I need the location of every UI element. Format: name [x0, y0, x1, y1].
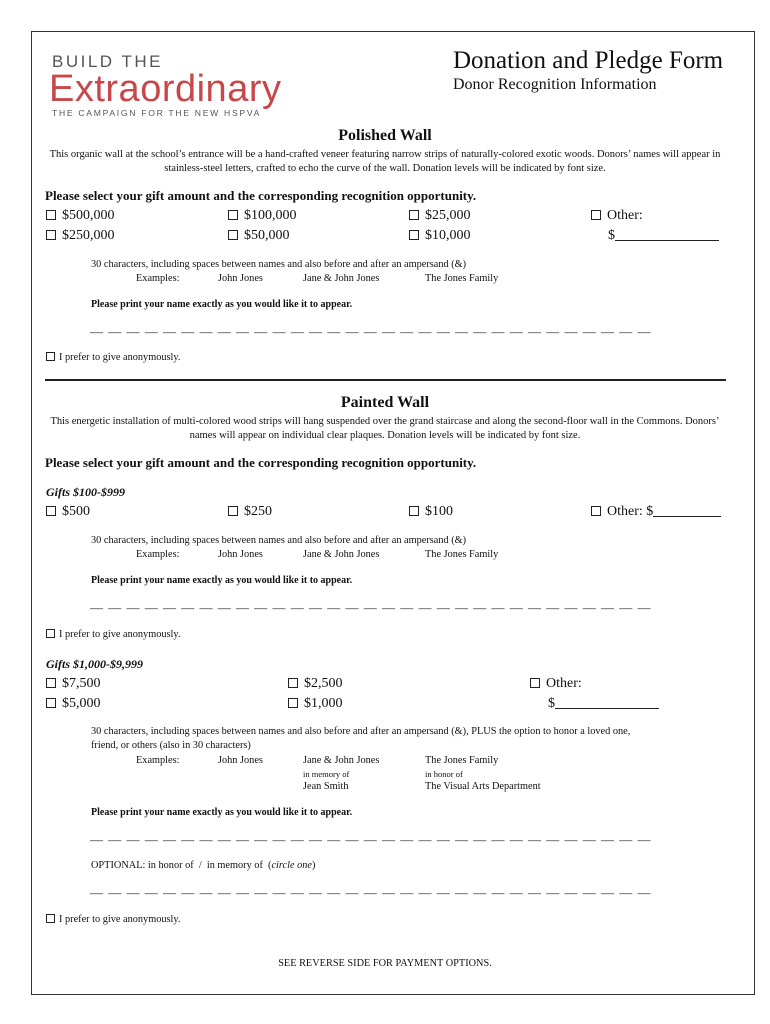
- circle-one-text: circle one: [271, 860, 312, 871]
- anonymous-label: I prefer to give anonymously.: [59, 629, 181, 640]
- checkbox[interactable]: [409, 506, 419, 516]
- option-label: Other:: [546, 676, 582, 691]
- char-note: 30 characters, including spaces between names and also before and after an ampersand (&): [91, 259, 467, 270]
- option-label: $7,500: [62, 676, 101, 691]
- anonymous-label: I prefer to give anonymously.: [59, 914, 181, 925]
- footer-note: SEE REVERSE SIDE FOR PAYMENT OPTIONS.: [278, 958, 492, 969]
- anonymous-option[interactable]: [46, 352, 180, 363]
- logo-extraordinary: Extraordinary: [49, 68, 282, 110]
- option-label: $2,500: [304, 676, 343, 691]
- option-2500[interactable]: [288, 676, 343, 692]
- option-250[interactable]: [228, 504, 272, 520]
- name-entry-line[interactable]: — — — — — — — — — — — — — — — — — — — — — — — — — — — — — — —: [90, 600, 652, 615]
- option-other-tier1[interactable]: [591, 504, 721, 520]
- option-label: $250,000: [62, 228, 115, 243]
- print-note: Please print your name exactly as you would like it to appear.: [91, 807, 353, 818]
- option-label: $250: [244, 504, 272, 519]
- in-memory-of-note: in memory of: [303, 769, 350, 779]
- checkbox[interactable]: [46, 506, 56, 516]
- print-note: Please print your name exactly as you would like it to appear.: [91, 299, 353, 310]
- painted-prompt: Please select your gift amount and the corresponding recognition opportunity.: [45, 455, 477, 470]
- char-note: 30 characters, including spaces between names and also before and after an ampersand (&): [91, 535, 467, 546]
- example-1: John Jones: [218, 755, 263, 766]
- checkbox[interactable]: [228, 506, 238, 516]
- print-note: Please print your name exactly as you would like it to appear.: [91, 575, 353, 586]
- option-10000[interactable]: [409, 228, 471, 244]
- option-label: $100,000: [244, 208, 297, 223]
- example-1: John Jones: [218, 273, 263, 284]
- char-note-line2: friend, or others (also in 30 characters): [91, 740, 251, 751]
- painted-wall-description: This energetic installation of multi-colored wood strips will hang suspended over the grand staircase and along the second-floor wall in the Commons. Donors’ names will appear on individual clear plaques. Donation levels will be indicated by font size.: [50, 416, 720, 441]
- option-label: $10,000: [425, 228, 471, 243]
- form-title: Donation and Pledge Form: [453, 47, 724, 74]
- option-500000[interactable]: [46, 208, 115, 224]
- memory-example-name: Jean Smith: [303, 781, 349, 792]
- option-50000[interactable]: [228, 228, 290, 244]
- examples-label: Examples:: [136, 755, 180, 766]
- example-3: The Jones Family: [425, 549, 499, 560]
- in-honor-of-note: in honor of: [425, 769, 463, 779]
- checkbox[interactable]: [591, 210, 601, 220]
- other-amount-line[interactable]: [615, 228, 719, 241]
- checkbox[interactable]: [228, 230, 238, 240]
- checkbox[interactable]: [46, 678, 56, 688]
- name-entry-line[interactable]: — — — — — — — — — — — — — — — — — — — — — — — — — — — — — — —: [90, 324, 652, 339]
- other-amount-line[interactable]: [555, 696, 659, 709]
- example-1: John Jones: [218, 549, 263, 560]
- examples-label: Examples:: [136, 549, 180, 560]
- option-other-tier2[interactable]: [530, 676, 582, 692]
- section-divider: [45, 379, 726, 381]
- example-3: The Jones Family: [425, 755, 499, 766]
- optional-prefix: OPTIONAL: in honor of / in memory of (: [91, 860, 272, 871]
- option-5000[interactable]: [46, 696, 101, 712]
- checkbox[interactable]: [46, 230, 56, 240]
- checkbox[interactable]: [409, 230, 419, 240]
- dollar-sign: $: [608, 228, 615, 243]
- honor-entry-line[interactable]: — — — — — — — — — — — — — — — — — — — — — — — — — — — — — — —: [90, 885, 652, 900]
- anonymous-option[interactable]: [46, 914, 180, 925]
- option-label: Other: $: [607, 504, 654, 519]
- honor-example-name: The Visual Arts Department: [425, 781, 541, 792]
- checkbox[interactable]: [46, 698, 56, 708]
- checkbox[interactable]: [46, 629, 55, 638]
- checkbox[interactable]: [409, 210, 419, 220]
- tier1-label: Gifts $100-$999: [46, 485, 125, 499]
- option-label: $1,000: [304, 696, 343, 711]
- checkbox[interactable]: [46, 352, 55, 361]
- option-1000[interactable]: [288, 696, 343, 712]
- examples-label: Examples:: [136, 273, 180, 284]
- anonymous-label: I prefer to give anonymously.: [59, 352, 181, 363]
- option-label: $25,000: [425, 208, 471, 223]
- example-2: Jane & John Jones: [303, 273, 380, 284]
- other-amount-field[interactable]: [548, 696, 659, 712]
- option-7500[interactable]: [46, 676, 101, 692]
- polished-wall-description: This organic wall at the school’s entrance will be a hand-crafted veneer featuring narrow strips of naturally-colored exotic woods. Donors’ names will appear in stainless-steel letters, crafted to echo the curve of the wall. Donation levels will be indicated by font size.: [49, 149, 721, 174]
- checkbox[interactable]: [46, 210, 56, 220]
- other-amount-line[interactable]: [653, 504, 721, 517]
- option-label: $50,000: [244, 228, 290, 243]
- checkbox[interactable]: [591, 506, 601, 516]
- example-3: The Jones Family: [425, 273, 499, 284]
- option-25000[interactable]: [409, 208, 471, 224]
- optional-suffix: ): [311, 860, 316, 871]
- logo-tagline: THE CAMPAIGN FOR THE NEW HSPVA: [52, 108, 262, 118]
- option-100000[interactable]: [228, 208, 297, 224]
- anonymous-option[interactable]: [46, 629, 180, 640]
- option-250000[interactable]: [46, 228, 115, 244]
- polished-prompt: Please select your gift amount and the corresponding recognition opportunity.: [45, 188, 477, 203]
- other-amount-field[interactable]: [608, 228, 719, 244]
- checkbox[interactable]: [46, 914, 55, 923]
- dollar-sign: $: [548, 696, 555, 711]
- polished-wall-heading: Polished Wall: [338, 127, 432, 144]
- example-2: Jane & John Jones: [303, 549, 380, 560]
- logo-build-the: BUILD THE: [52, 52, 163, 71]
- option-label: Other:: [607, 208, 643, 223]
- checkbox[interactable]: [228, 210, 238, 220]
- option-label: $500: [62, 504, 90, 519]
- option-label: $100: [425, 504, 453, 519]
- option-100[interactable]: [409, 504, 453, 520]
- option-label: $5,000: [62, 696, 101, 711]
- painted-wall-heading: Painted Wall: [340, 394, 430, 411]
- name-entry-line[interactable]: — — — — — — — — — — — — — — — — — — — — — — — — — — — — — — —: [90, 832, 652, 847]
- checkbox[interactable]: [530, 678, 540, 688]
- char-note-line1: 30 characters, including spaces between names and also before and after an ampersand (&), PLUS the option to honor a loved one,: [91, 726, 631, 737]
- option-label: $500,000: [62, 208, 115, 223]
- option-other[interactable]: [591, 208, 643, 224]
- tier2-label: Gifts $1,000-$9,999: [46, 657, 143, 671]
- optional-honor-note: [91, 860, 315, 871]
- checkbox[interactable]: [288, 698, 298, 708]
- example-2: Jane & John Jones: [303, 755, 380, 766]
- option-500[interactable]: [46, 504, 90, 520]
- checkbox[interactable]: [288, 678, 298, 688]
- form-subtitle: Donor Recognition Information: [453, 76, 657, 93]
